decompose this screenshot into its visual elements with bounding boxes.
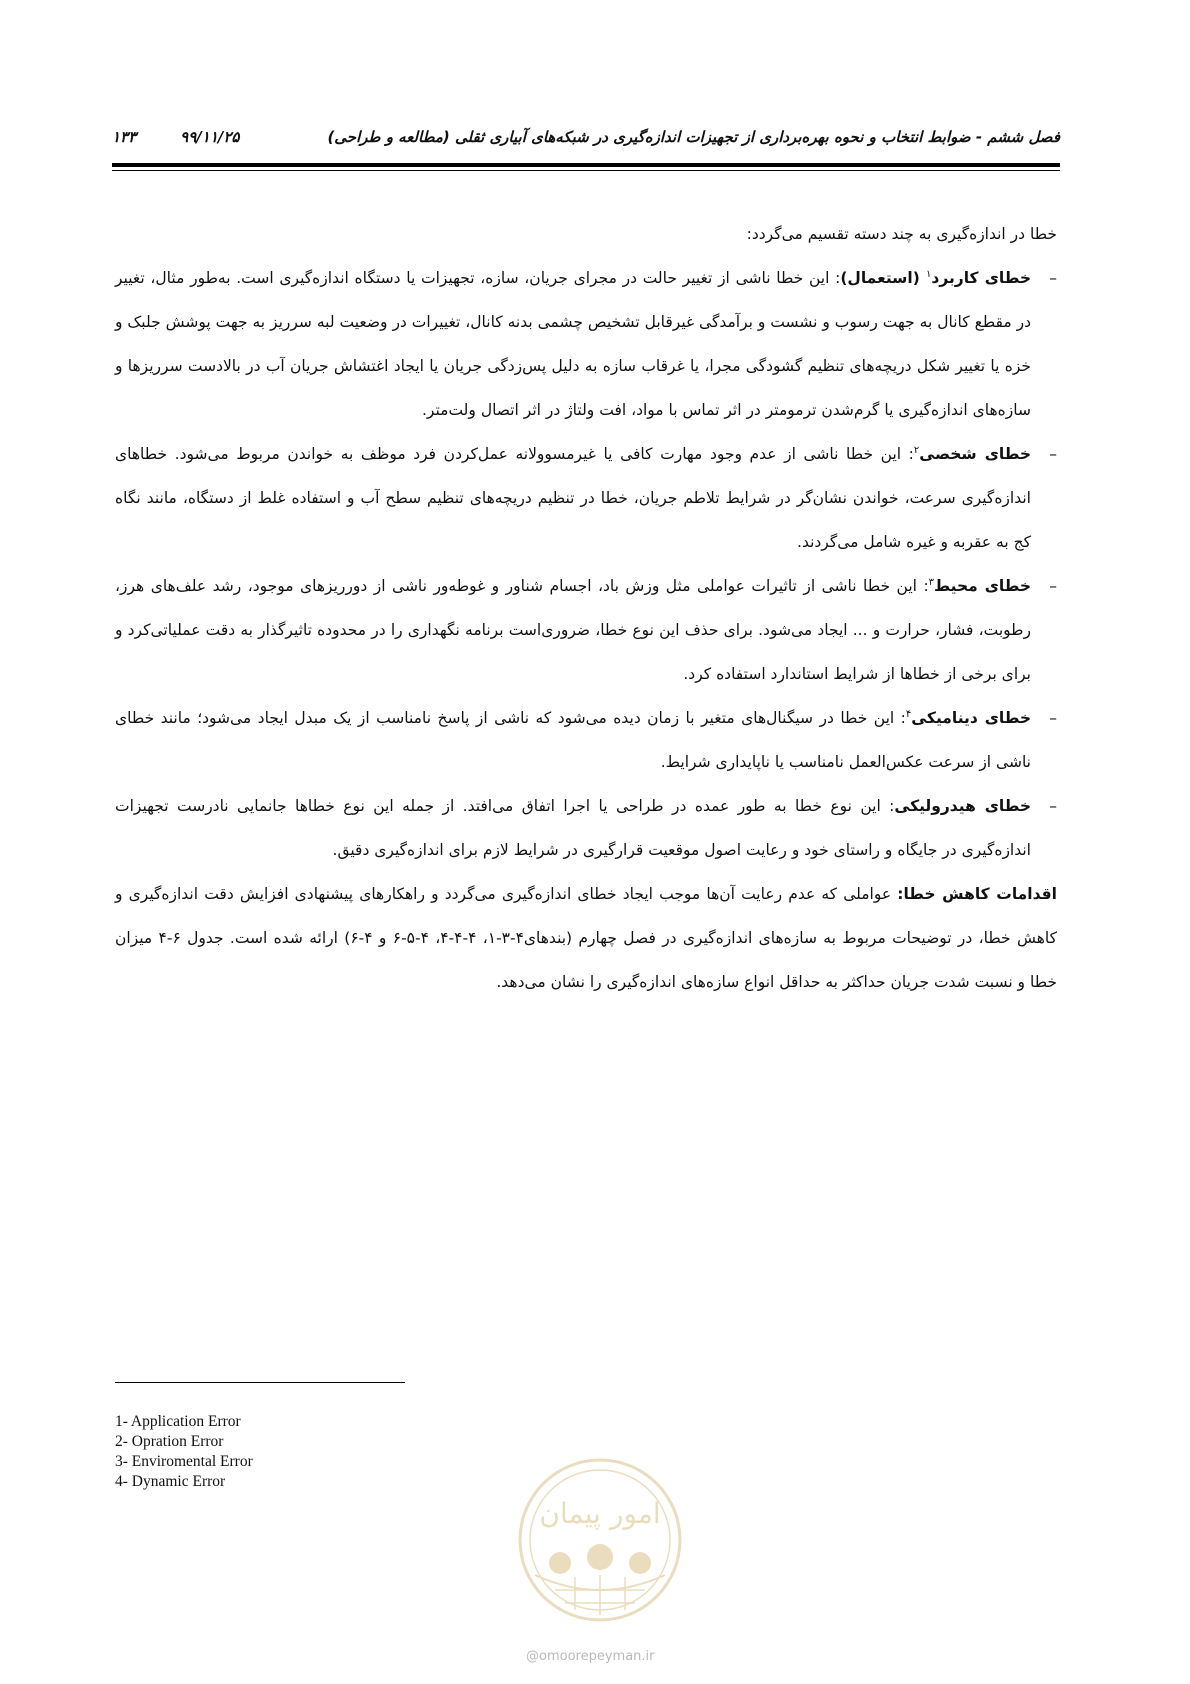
header-date: ۹۹/۱۱/۲۵ bbox=[180, 128, 240, 146]
bullet-text: : این نوع خطا به طور عمده در طراحی یا اجرا اتفاق می‌افتد. از جمله این نوع خطاها جانمایی نادرست تجهیزات اندازه‌گیری در جایگاه و راستای خود و رعایت اصول موقعیت قرارگیری در شرایط لازم برای اندازه‌گیری دقیق. bbox=[115, 797, 1031, 859]
page-header bbox=[112, 128, 1060, 146]
bullet-dash: – bbox=[1049, 445, 1057, 463]
measures-term: اقدامات کاهش خطا: bbox=[897, 885, 1057, 903]
body-text bbox=[115, 212, 1057, 1004]
footnote-ref: ۲ bbox=[913, 444, 920, 456]
bullet-personal-error bbox=[115, 432, 1057, 564]
bullet-dash: – bbox=[1049, 709, 1057, 727]
bullet-dynamic-error bbox=[115, 696, 1057, 784]
measures-text: عواملی که عدم رعایت آن‌ها موجب ایجاد خطای اندازه‌گیری می‌گردد و راهکارهای پیشنهادی افزایش دقت اندازه‌گیری و کاهش خطا، در توضیحات مربوط به سازه‌های اندازه‌گیری در فصل چهارم (بندهای۴-۳-۱، ۴-۴-۴، ۴-۵-۶ و ۴-۶) ارائه شده است. جدول ۶-۴ میزان خطا و نسبت شدت جریان حداکثر به حداقل انواع سازه‌های اندازه‌گیری را نشان می‌دهد. bbox=[115, 885, 1057, 991]
bullet-text: : این خطا ناشی از تاثیرات عواملی مثل وزش باد، اجسام شناور و غوطه‌ور ناشی از دورریزهای موجود، رشد علف‌های هرز، رطوبت، فشار، حرارت و ... ایجاد می‌شود. برای حذف این نوع خطا، ضروری‌است برنامه نگهداری را در محدوده تاثیرگذار به دقت عملیاتی‌کرد و برای برخی از خطاها از شرایط استاندارد استفاده کرد. bbox=[115, 577, 1031, 683]
bullet-dash: – bbox=[1049, 797, 1057, 815]
bullet-term: خطای کاربرد bbox=[931, 269, 1032, 287]
bullet-term: خطای دینامیکی bbox=[911, 709, 1032, 727]
footnote-item: 3- Enviromental Error bbox=[115, 1453, 253, 1470]
measures-paragraph bbox=[115, 872, 1057, 1004]
bullet-text: : این خطا ناشی از عدم وجود مهارت کافی یا غیرمسوولانه عمل‌کردن فرد موظف به خواندن مربوط می‌شود. خطاهای اندازه‌گیری سرعت، خواندن نشان‌گر در شرایط تلاطم جریان، خطا در تنظیم دریچه‌های تنظیم سطح آب و استفاده غلط از دستگاه، مانند نگاه کج به عقربه و غیره شامل می‌گردند. bbox=[115, 445, 1031, 551]
header-rule-thick bbox=[112, 163, 1060, 167]
bullet-dash: – bbox=[1049, 577, 1057, 595]
watermark-logo-text: امور پیمان bbox=[539, 1497, 661, 1530]
header-meta bbox=[112, 128, 239, 146]
bullet-term: خطای محیط bbox=[934, 577, 1031, 595]
bullet-hydraulic-error bbox=[115, 784, 1057, 872]
watermark-logo bbox=[515, 1455, 685, 1625]
bullet-dash: – bbox=[1049, 269, 1057, 287]
footnote-ref: ۴ bbox=[905, 708, 912, 720]
bullet-term: خطای هیدرولیکی bbox=[894, 797, 1032, 815]
footnote-ref: ۳ bbox=[928, 576, 935, 588]
footnotes bbox=[115, 1412, 253, 1492]
watermark-url: @omoorepeyman.ir bbox=[526, 1649, 655, 1664]
bullet-application-error bbox=[115, 256, 1057, 432]
intro-paragraph: خطا در اندازه‌گیری به چند دسته تقسیم می‌گردد: bbox=[746, 225, 1057, 243]
header-rule-thin bbox=[112, 170, 1060, 171]
header-title: فصل ششم - ضوابط انتخاب و نحوه بهره‌برداری از تجهیزات اندازه‌گیری در شبکه‌های آبیاری ثقلی (مطالعه و طراحی) bbox=[327, 128, 1060, 146]
footnote-separator bbox=[115, 1382, 405, 1383]
bullet-text: : این خطا ناشی از تغییر حالت در مجرای جریان، سازه، تجهیزات یا دستگاه اندازه‌گیری است. به‌طور مثال، تغییر در مقطع کانال به جهت رسوب و نشست و برآمدگی غیرقابل تشخیص چشمی بدنه کانال، تغییرات در وضعیت لبه سرریز به جهت پوشش جلبک و خزه یا تغییر شکل دریچه‌های تنظیم گشودگی مجرا، یا غرقاب سازه به دلیل پس‌زدگی جریان یا ایجاد اغتشاش جریان آب در بالادست سرریزها و سازه‌های اندازه‌گیری یا گرم‌شدن ترمومتر در اثر تماس با مواد، افت ولتاژ در اثر اتصال ولت‌متر. bbox=[115, 269, 1031, 419]
footnote-ref: ۱ bbox=[925, 268, 932, 280]
page-number: ۱۳۳ bbox=[112, 128, 137, 146]
footnote-item: 4- Dynamic Error bbox=[115, 1473, 226, 1490]
bullet-environment-error bbox=[115, 564, 1057, 696]
bullet-term-suffix: (استعمال) bbox=[840, 269, 926, 287]
bullet-term: خطای شخصی bbox=[919, 445, 1031, 463]
footnote-item: 2- Opration Error bbox=[115, 1433, 224, 1450]
bullet-text: : این خطا در سیگنال‌های متغیر با زمان دیده می‌شود که ناشی از پاسخ نامناسب از یک مبدل ایجاد می‌شود؛ مانند خطای ناشی از سرعت عکس‌العمل نامناسب یا ناپایداری شرایط. bbox=[115, 709, 1031, 771]
footnote-item: 1- Application Error bbox=[115, 1413, 241, 1430]
